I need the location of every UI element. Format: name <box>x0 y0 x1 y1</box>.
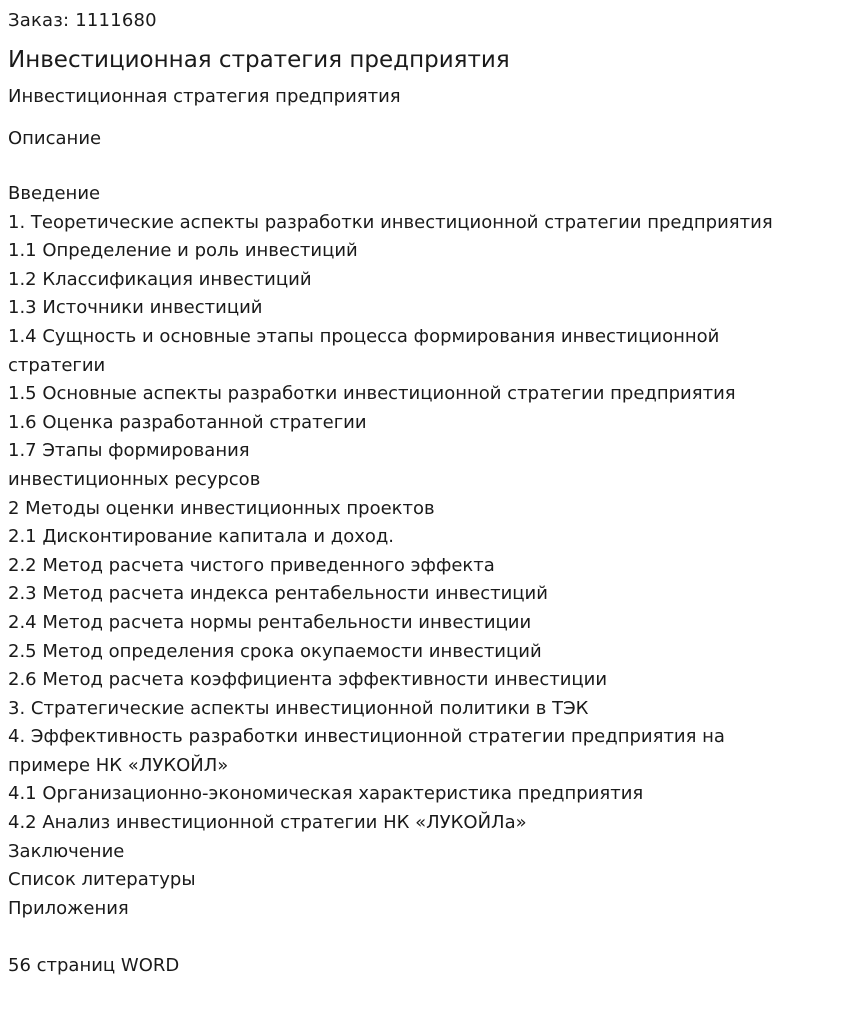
table-of-contents <box>8 180 839 923</box>
toc-item: примере НК «ЛУКОЙЛ» <box>8 754 229 776</box>
toc-item: 1.1 Определение и роль инвестиций <box>8 240 358 262</box>
toc-item: 2.2 Метод расчета чистого приведенного эффекта <box>8 554 495 576</box>
toc-item: 1. Теоретические аспекты разработки инвестиционной стратегии предприятия <box>8 211 773 233</box>
toc-item: 2 Методы оценки инвестиционных проектов <box>8 497 435 519</box>
toc-item: 1.4 Сущность и основные этапы процесса формирования инвестиционной <box>8 325 720 347</box>
toc-item: 2.1 Дисконтирование капитала и доход. <box>8 526 395 548</box>
description-label: Описание <box>8 128 102 149</box>
page-subtitle: Инвестиционная стратегия предприятия <box>8 86 401 107</box>
page-title: Инвестиционная стратегия предприятия <box>8 47 510 73</box>
toc-item: 2.6 Метод расчета коэффициента эффективности инвестиции <box>8 669 608 691</box>
toc-item: инвестиционных ресурсов <box>8 468 261 490</box>
toc-item: 4.2 Анализ инвестиционной стратегии НК «ЛУКОЙЛа» <box>8 812 527 834</box>
page-count-info: 56 страниц WORD <box>8 955 180 977</box>
toc-item: 2.5 Метод определения срока окупаемости инвестиций <box>8 640 542 662</box>
toc-item: 4.1 Организационно-экономическая характеристика предприятия <box>8 783 644 805</box>
toc-item: 2.4 Метод расчета нормы рентабельности инвестиции <box>8 611 532 633</box>
toc-item: Приложения <box>8 897 129 919</box>
toc-item: 2.3 Метод расчета индекса рентабельности инвестиций <box>8 583 548 605</box>
toc-item: 4. Эффективность разработки инвестиционной стратегии предприятия на <box>8 726 725 748</box>
toc-item: Список литературы <box>8 869 196 891</box>
toc-item: 1.7 Этапы формирования <box>8 440 250 462</box>
order-number: Заказ: 1111680 <box>8 10 157 31</box>
toc-item: Введение <box>8 183 101 204</box>
toc-item: стратегии <box>8 354 106 376</box>
toc-item: 3. Стратегические аспекты инвестиционной политики в ТЭК <box>8 697 589 719</box>
toc-item: 1.6 Оценка разработанной стратегии <box>8 411 367 433</box>
toc-item: Заключение <box>8 840 125 862</box>
toc-item: 1.5 Основные аспекты разработки инвестиционной стратегии предприятия <box>8 383 736 405</box>
toc-item: 1.2 Классификация инвестиций <box>8 268 312 290</box>
toc-item: 1.3 Источники инвестиций <box>8 297 263 319</box>
